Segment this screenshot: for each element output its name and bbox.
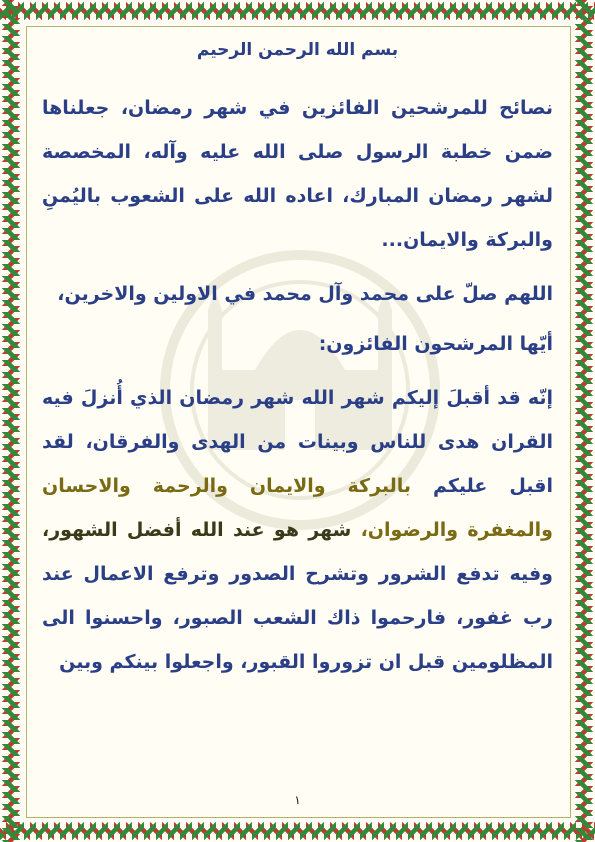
main-paragraph xyxy=(42,376,553,684)
address-paragraph: أيّها المرشحون الفائزون: xyxy=(318,333,553,355)
basmala-heading: بسم الله الرحمن الرحيم xyxy=(196,40,399,60)
intro-paragraph: نصائح للمرشحين الفائزين في شهر رمضان، جعلناها ضمن خطبة الرسول صلى الله عليه وآله، المخصصة لشهر رمضان المبارك، اعاده الله على الشعوب باليُمنِ والبركة والايمان... xyxy=(42,97,553,251)
salawat-paragraph: اللهم صلّ على محمد وآل محمد في الاولين والاخرين، xyxy=(57,283,553,305)
decorative-border-left xyxy=(0,0,22,842)
page-number: ١ xyxy=(294,793,301,807)
main-text-part2: وفيه تدفع الشرور وتشرح الصدور وترفع الاعمال عند رب غفور، فارحموا ذاك الشعب الصبور، واحسنوا الى المظلومين قبل ان تزوروا القبور، واجعلوا بينكم وبين xyxy=(42,563,553,673)
main-text-part1: إنّه قد أقبلَ إليكم شهر الله شهر رمضان الذي أُنزلَ فيه القران هدى للناس وبينات من الهدى والفرقان، لقد اقبل عليكم xyxy=(42,387,553,497)
decorative-border-right xyxy=(573,0,595,842)
document-body xyxy=(42,38,553,690)
decorative-border-bottom xyxy=(0,820,595,842)
decorative-border-top xyxy=(0,0,595,22)
highlighted-phrase-blessings: بالبركة والايمان والرحمة والاحسان والمغفرة والرضوان، xyxy=(42,475,553,541)
highlighted-phrase-best-month: شهر هو عند الله أفضل الشهور، xyxy=(42,519,361,541)
